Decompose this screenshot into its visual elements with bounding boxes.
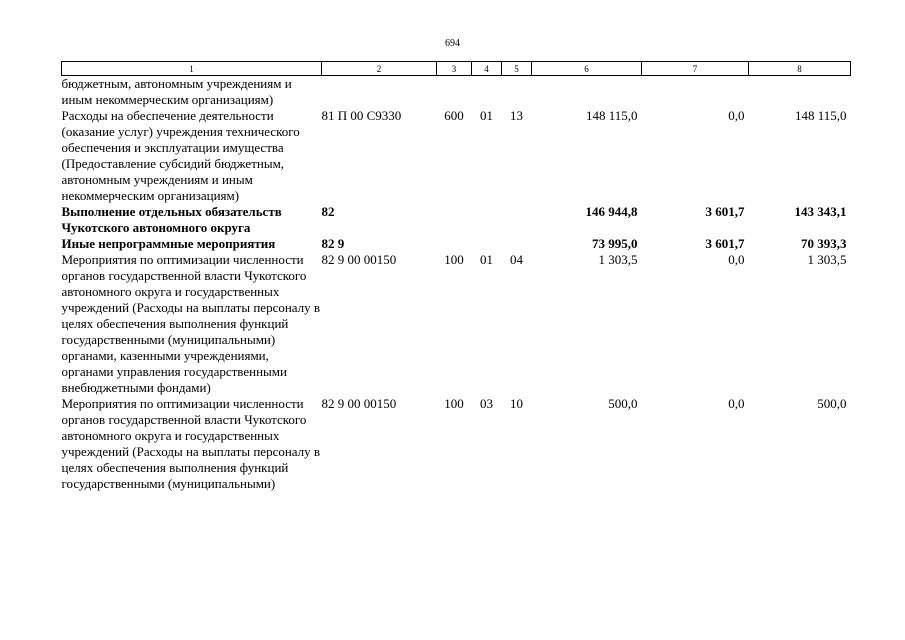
row-vr bbox=[437, 236, 472, 252]
row-value-8: 500,0 bbox=[817, 396, 847, 411]
row-rz: 01 bbox=[480, 108, 493, 123]
row-name: Мероприятия по оптимизации численности органов государственной власти Чукотского автономного округа и государственных учреждений (Расходы на выплаты персоналу в целях обеспечения выполнения функций государственными (муниципальными) bbox=[61, 396, 321, 491]
table-row bbox=[62, 108, 851, 204]
header-row bbox=[62, 62, 851, 76]
row-pr bbox=[502, 76, 532, 109]
row-name: бюджетным, автономным учреждениям и иным некоммерческим организациям) bbox=[61, 76, 292, 107]
row-vr bbox=[437, 204, 472, 236]
row-value-6: 146 944,8 bbox=[585, 204, 638, 219]
budget-table bbox=[61, 61, 851, 492]
row-code: 82 9 00 00150 bbox=[321, 396, 397, 411]
row-code: 82 9 bbox=[321, 236, 345, 251]
header-cell: 7 bbox=[642, 62, 749, 76]
header-cell: 2 bbox=[322, 62, 437, 76]
row-value-6: 73 995,0 bbox=[592, 236, 638, 251]
table-row bbox=[62, 396, 851, 492]
row-rz bbox=[472, 76, 502, 109]
row-value-6: 500,0 bbox=[608, 396, 638, 411]
row-value-7: 0,0 bbox=[728, 396, 745, 411]
row-pr: 10 bbox=[510, 396, 523, 411]
row-pr: 04 bbox=[510, 252, 523, 267]
row-pr bbox=[502, 236, 532, 252]
page-number: 694 bbox=[445, 38, 460, 49]
header-cell: 1 bbox=[62, 62, 322, 76]
row-name: Иные непрограммные мероприятия bbox=[61, 236, 276, 251]
row-code: 82 9 00 00150 bbox=[321, 252, 397, 267]
row-rz: 01 bbox=[480, 252, 493, 267]
table-row-bold bbox=[62, 236, 851, 252]
row-vr bbox=[437, 76, 472, 109]
row-rz: 03 bbox=[480, 396, 493, 411]
row-value-7 bbox=[642, 76, 749, 109]
row-value-8: 148 115,0 bbox=[794, 108, 847, 123]
row-pr: 13 bbox=[510, 108, 523, 123]
row-code bbox=[322, 76, 437, 109]
row-value-7: 3 601,7 bbox=[705, 204, 745, 219]
header-cell: 5 bbox=[502, 62, 532, 76]
row-name: Мероприятия по оптимизации численности органов государственной власти Чукотского автономного округа и государственных учреждений (Расходы на выплаты персоналу в целях обеспечения выполнения функций государственными (муниципальными) органами, казенными учреждениями, органами управления государственными внебюджетными фондами) bbox=[61, 252, 321, 395]
row-vr: 600 bbox=[444, 108, 464, 123]
row-value-7: 0,0 bbox=[728, 252, 745, 267]
table-row-bold bbox=[62, 204, 851, 236]
row-name: Расходы на обеспечение деятельности (оказание услуг) учреждения технического обеспечения и эксплуатации имущества (Предоставление субсидий бюджетным, автономным учреждениям и иным некоммерческим организациям) bbox=[61, 108, 300, 203]
row-code: 81 П 00 С9330 bbox=[321, 108, 402, 123]
row-rz bbox=[472, 236, 502, 252]
header-cell: 3 bbox=[437, 62, 472, 76]
row-value-6 bbox=[532, 76, 642, 109]
row-value-6: 148 115,0 bbox=[585, 108, 638, 123]
row-code: 82 bbox=[321, 204, 335, 219]
row-value-6: 1 303,5 bbox=[598, 252, 638, 267]
row-value-7: 0,0 bbox=[728, 108, 745, 123]
row-value-8: 1 303,5 bbox=[807, 252, 847, 267]
row-vr: 100 bbox=[444, 396, 464, 411]
row-value-8 bbox=[749, 76, 851, 109]
row-value-8: 143 343,1 bbox=[794, 204, 847, 219]
row-vr: 100 bbox=[444, 252, 464, 267]
row-pr bbox=[502, 204, 532, 236]
table-row bbox=[62, 76, 851, 109]
table-row bbox=[62, 252, 851, 396]
header-cell: 4 bbox=[472, 62, 502, 76]
row-rz bbox=[472, 204, 502, 236]
row-value-7: 3 601,7 bbox=[705, 236, 745, 251]
row-name: Выполнение отдельных обязательств Чукотского автономного округа bbox=[61, 204, 282, 235]
header-cell: 6 bbox=[532, 62, 642, 76]
row-value-8: 70 393,3 bbox=[801, 236, 847, 251]
header-cell: 8 bbox=[749, 62, 851, 76]
